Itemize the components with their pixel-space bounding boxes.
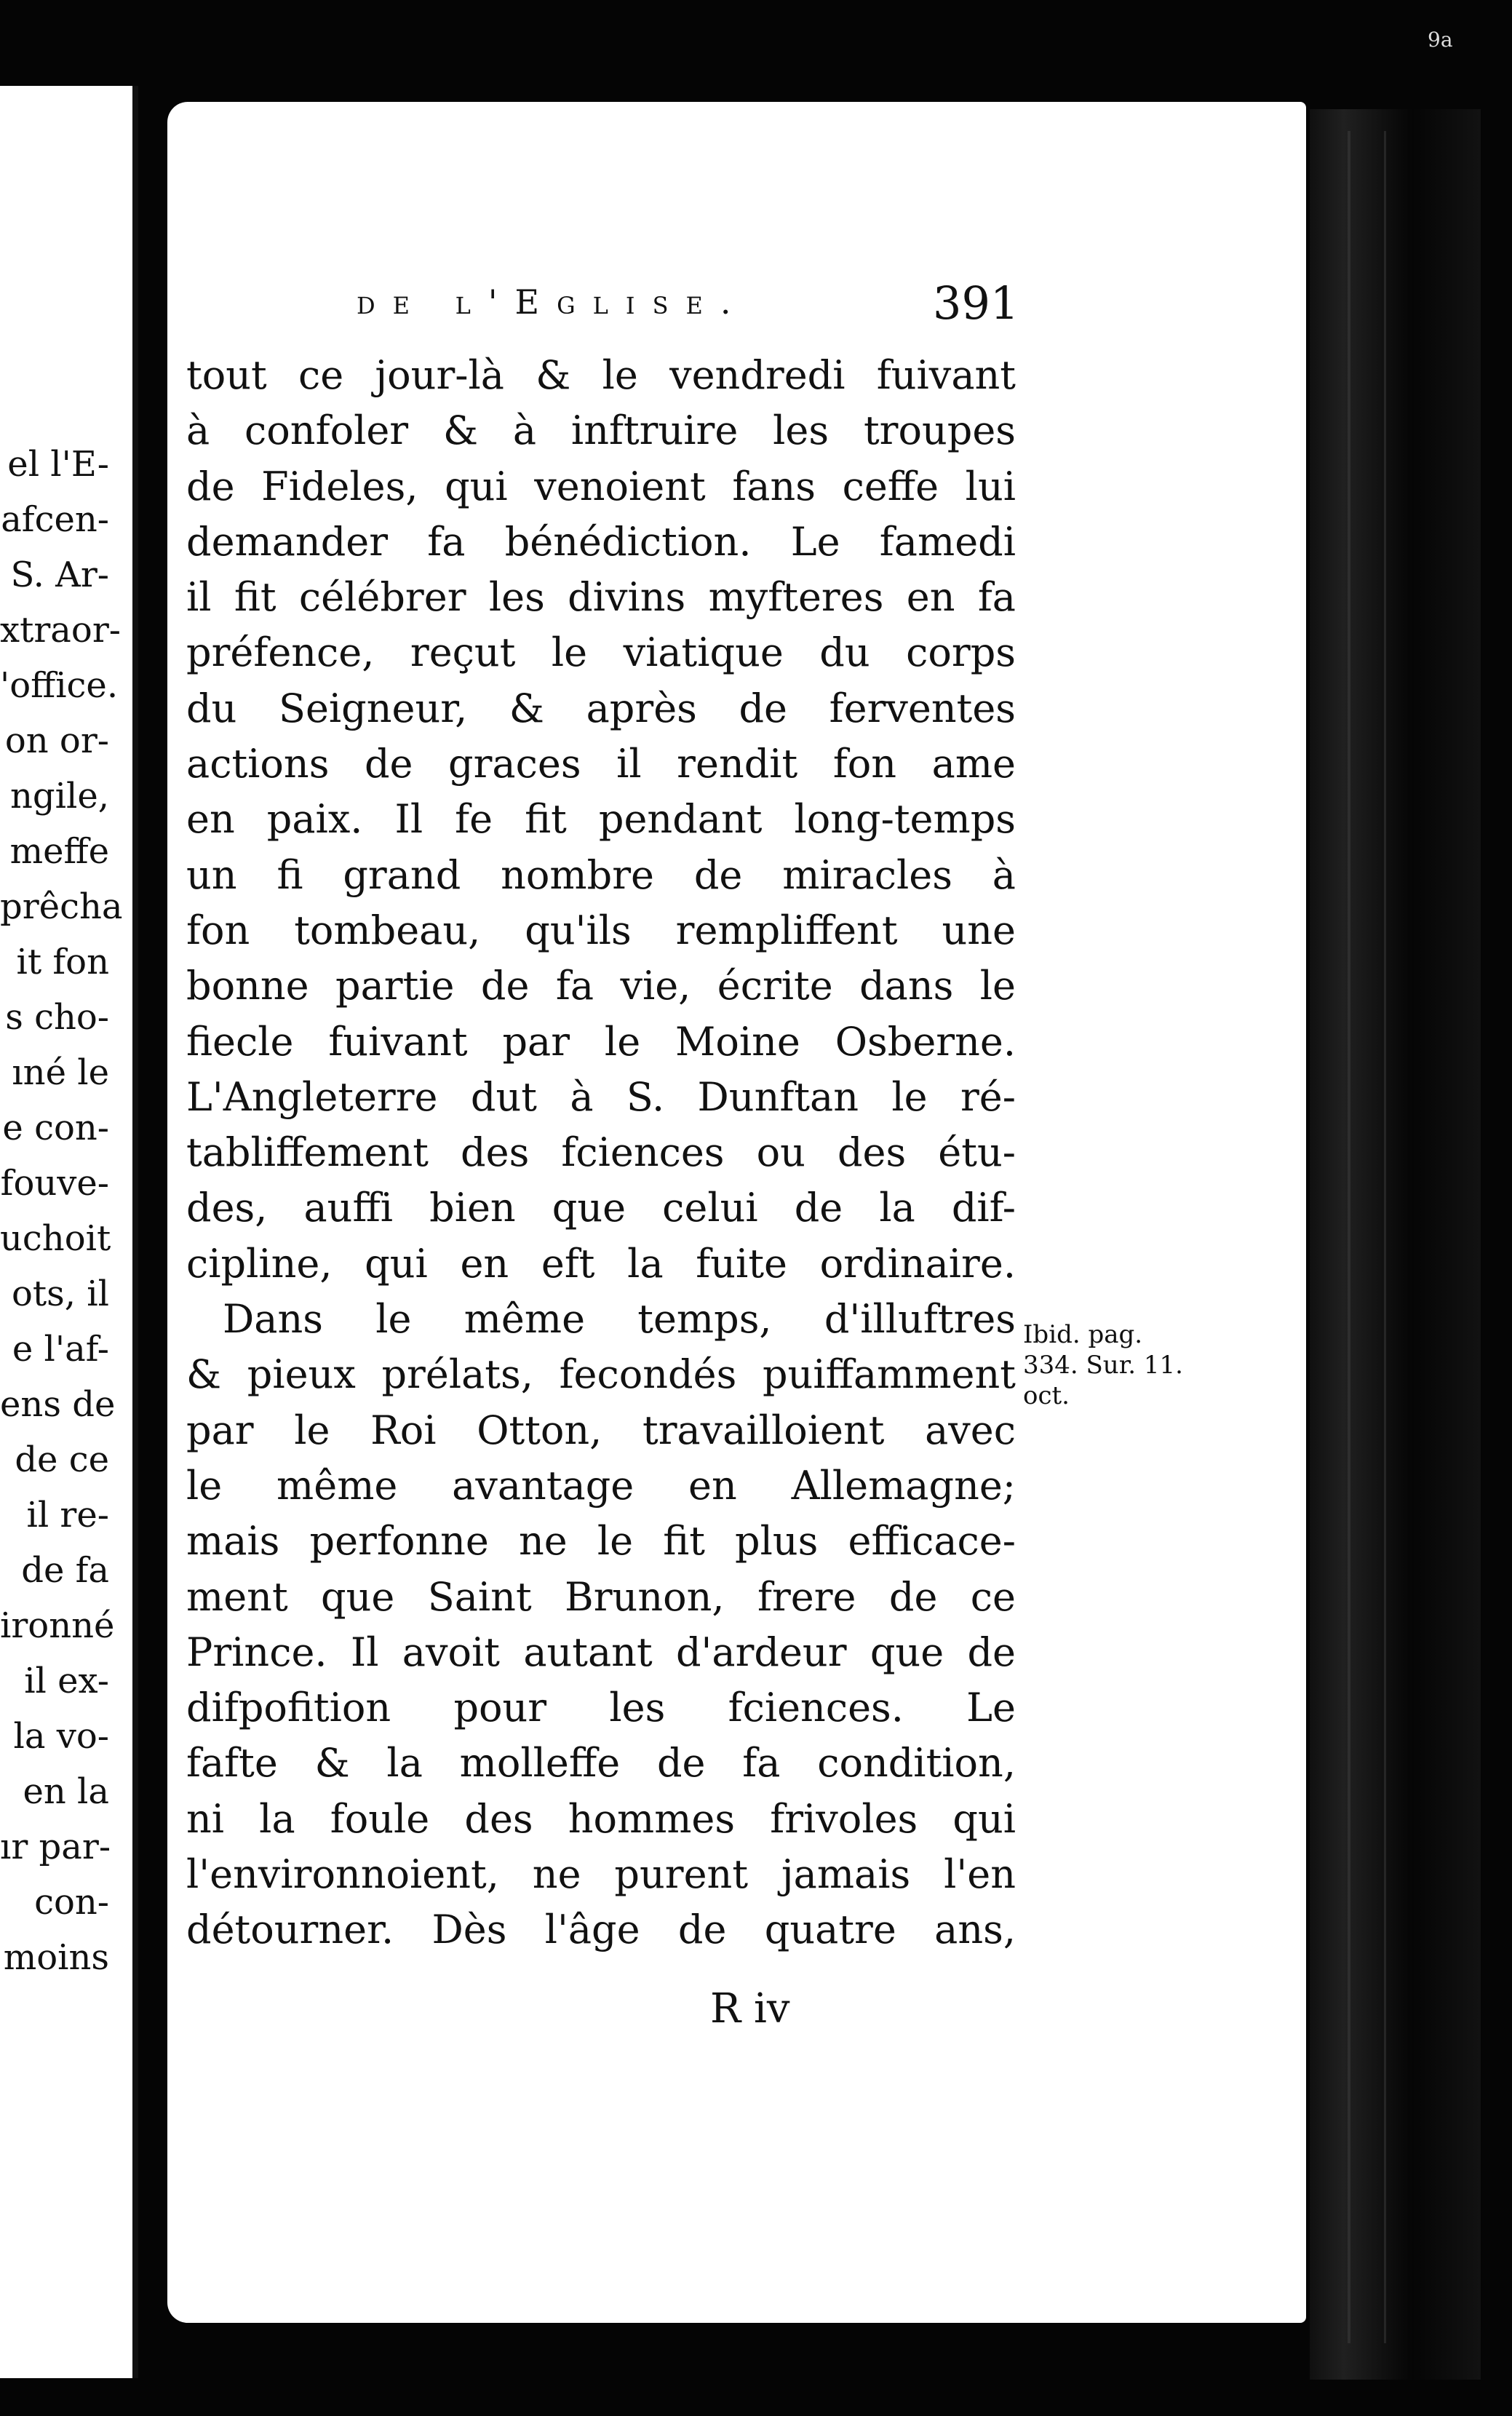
text-line: actions de graces il rendit fon ame	[186, 741, 1016, 787]
text-line: tabliffement des fciences ou des étu-	[186, 1129, 1016, 1176]
text-line: fafte & la molleffe de fa condition,	[186, 1740, 1016, 1787]
left-line: fouve-	[0, 1163, 109, 1204]
left-line: il re-	[26, 1495, 109, 1535]
left-page-text	[0, 437, 123, 1985]
left-line: en la	[23, 1771, 109, 1812]
text-line: fon tombeau, qu'ils rempliffent une	[186, 907, 1016, 953]
text-line: le même avantage en Allemagne;	[186, 1462, 1016, 1509]
marginal-line: Ibid. pag.	[1023, 1320, 1143, 1349]
running-title: de l'Eglise.	[357, 282, 749, 322]
left-line: ıné le	[12, 1052, 109, 1093]
left-line: xtraor-	[0, 610, 121, 651]
text-line: de Fideles, qui venoient fans ceffe lui	[186, 463, 1016, 509]
left-line: ır par-	[0, 1827, 111, 1867]
marginal-note	[1023, 1319, 1227, 1411]
text-line: préfence, reçut le viatique du corps	[186, 629, 1016, 676]
text-line: en paix. Il fe fit pendant long-temps	[186, 796, 1016, 843]
text-line: ni la foule des hommes frivoles qui	[186, 1795, 1016, 1842]
text-line: des, auffi bien que celui de la dif-	[186, 1185, 1016, 1231]
text-line: à confoler & à inftruire les troupes	[186, 408, 1016, 454]
left-line: ngile,	[9, 776, 109, 816]
text-line: par le Roi Otton, travailloient avec	[186, 1407, 1016, 1453]
marginal-line: oct.	[1023, 1381, 1070, 1410]
left-line: 'office.	[0, 665, 119, 706]
main-text-block	[186, 348, 1016, 1958]
text-line: demander fa bénédiction. Le famedi	[186, 518, 1016, 565]
left-line: e con-	[2, 1108, 109, 1148]
left-line: ens de	[0, 1384, 116, 1425]
left-line: s cho-	[5, 997, 109, 1038]
left-line: on or-	[4, 720, 109, 761]
text-line: un fi grand nombre de miracles à	[186, 851, 1016, 898]
text-line: ment que Saint Brunon, frere de ce	[186, 1573, 1016, 1620]
text-line: mais perfonne ne le fit plus efficace-	[186, 1518, 1016, 1565]
marginal-line: 334. Sur. 11.	[1023, 1351, 1183, 1380]
left-line: de ce	[15, 1439, 109, 1480]
left-line: it fon	[16, 942, 109, 982]
text-line: fiecle fuivant par le Moine Osberne.	[186, 1018, 1016, 1065]
left-line: S. Ar-	[10, 555, 109, 595]
left-page-fragment	[0, 86, 138, 2378]
left-line: uchoit	[0, 1218, 111, 1259]
text-line: & pieux prélats, fecondés puiffamment	[186, 1351, 1016, 1398]
left-line: e l'af-	[12, 1329, 109, 1370]
text-line: bonne partie de fa vie, écrite dans le	[186, 963, 1016, 1009]
left-line: la vo-	[13, 1716, 109, 1757]
text-line: il fit célébrer les divins myfteres en fa	[186, 574, 1016, 621]
left-line: il ex-	[24, 1661, 109, 1701]
book-binding-edge	[1310, 109, 1481, 2380]
text-line: tout ce jour-là & le vendredi fuivant	[186, 352, 1016, 398]
left-line: de fa	[21, 1550, 109, 1591]
text-line: Dans le même temps, d'illuftres	[223, 1296, 1016, 1343]
text-line: L'Angleterre dut à S. Dunftan le ré-	[186, 1073, 1016, 1120]
corner-mark: 9a	[1428, 28, 1453, 52]
text-line: cipline, qui en eft la fuite ordinaire.	[186, 1240, 1016, 1287]
page-number: 391	[933, 277, 1019, 330]
left-line: afcen-	[1, 499, 109, 540]
left-line: prêcha	[0, 886, 123, 927]
page-signature: R iv	[710, 1985, 790, 2032]
left-line: ots, il	[11, 1273, 109, 1314]
left-line: ironné	[0, 1605, 115, 1646]
text-line: détourner. Dès l'âge de quatre ans,	[186, 1907, 1016, 1953]
text-line: l'environnoient, ne purent jamais l'en	[186, 1851, 1016, 1898]
left-line: moins	[3, 1937, 109, 1978]
text-line: difpofition pour les fciences. Le	[186, 1685, 1016, 1731]
text-line: du Seigneur, & après de ferventes	[186, 685, 1016, 731]
text-line: Prince. Il avoit autant d'ardeur que de	[186, 1629, 1016, 1675]
left-line: el l'E-	[7, 444, 109, 485]
left-line: con-	[34, 1882, 109, 1923]
left-line: meffe	[9, 831, 109, 872]
